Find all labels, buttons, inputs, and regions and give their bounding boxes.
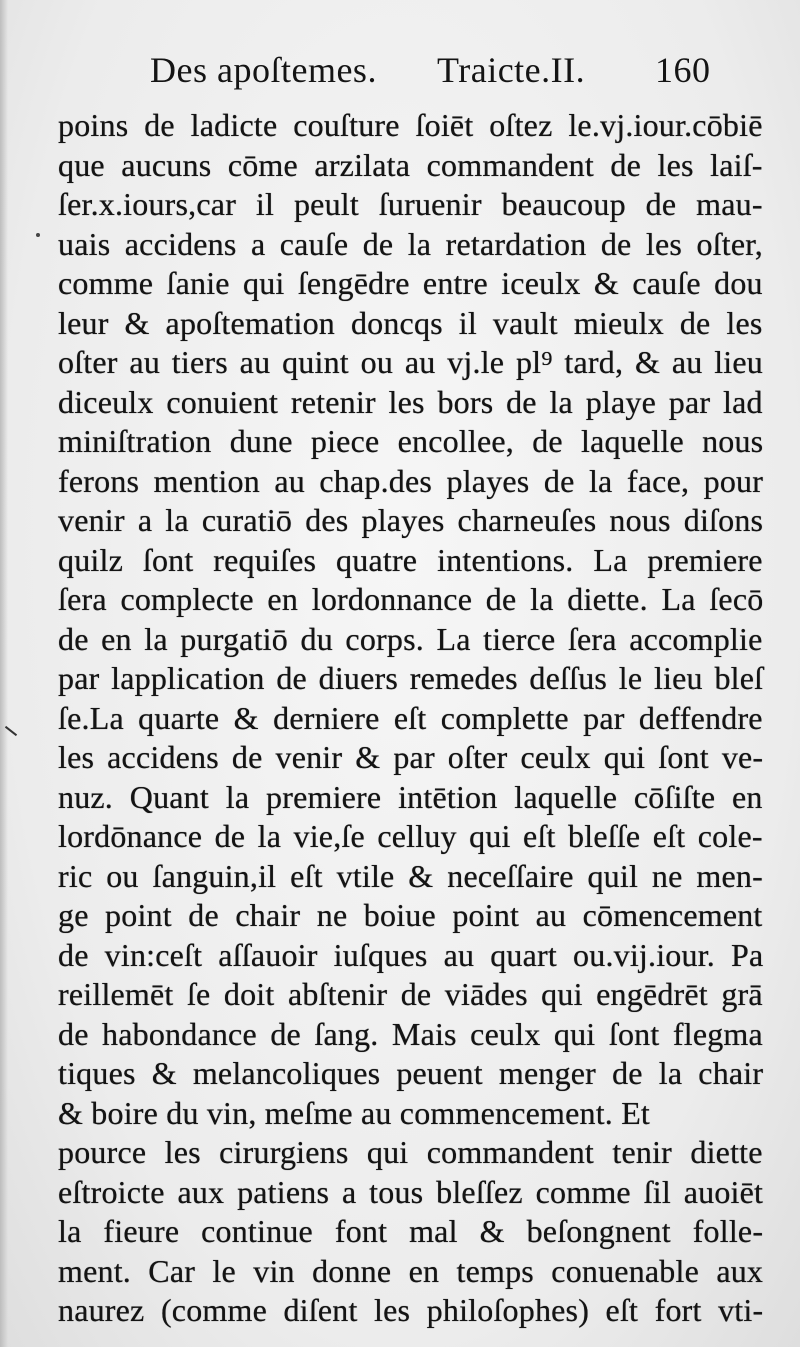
text-line: tiques & melancoliques peuent menger de la chair (58, 1055, 764, 1091)
running-header (0, 40, 800, 100)
text-line: que aucuns cōme arzilata commandent de les laiſ- (58, 146, 763, 183)
text-line: miniſtration dune piece encollee, de laquelle nous (58, 423, 764, 459)
text-line: ric ou ſanguin,il eſt vtile & neceſſaire quil ne men- (58, 857, 763, 894)
text-line: diceulx conuient retenir les bors de la playe par lad (58, 383, 763, 420)
text-line: ment. Car le vin donne en temps conuenable aux (58, 1252, 764, 1289)
text-line: de habondance de ſang. Mais ceulx qui ſont flegma (58, 1015, 763, 1052)
text-line: leur & apoſtemation doncqs il vault mieulx de les (58, 304, 763, 341)
text-line: ſer.x.iours,car il peult ſuruenir beaucoup de mau- (58, 186, 763, 222)
running-title: Des apoſtemes. (150, 50, 377, 90)
text-line: la fieure continue font mal & beſongnent folle- (58, 1213, 764, 1249)
text-line: de vin:ceſt aſſauoir iuſques au quart ou.vij.iour. Pa (58, 936, 764, 973)
text-line: comme ſanie qui ſengēdre entre iceulx & cauſe dou (58, 265, 763, 301)
page-edge-shadow (0, 0, 8, 1347)
text-line: eſtroicte aux patiens a tous bleſſez comme ſil auoiēt (58, 1173, 764, 1210)
text-line: poins de ladicte couſture ſoiēt oſtez le.vj.iour.cōbiē (58, 107, 763, 143)
page-number: 160 (655, 50, 711, 90)
text-line: quilz ſont requiſes quatre intentions. La premiere (58, 541, 763, 578)
margin-dot (36, 233, 40, 237)
text-line: reillemēt ſe doit abſtenir de viādes qui engēdrēt grā (58, 976, 763, 1012)
text-line: les accidens de venir & par oſter ceulx qui ſont ve- (58, 739, 764, 775)
text-line: ſera complecte en lordonnance de la diette. La ſecō (58, 581, 764, 617)
text-line: venir a la curatiō des playes charneuſes nous diſons (58, 502, 764, 538)
text-line: naurez (comme diſent les philoſophes) eſt fort vti- (58, 1292, 764, 1328)
treatise-label: Traicte.II. (437, 50, 586, 90)
text-line: & boire du vin, meſme au commencement. Et (58, 1094, 651, 1131)
text-line: pource les cirurgiens qui commandent tenir diette (58, 1134, 763, 1170)
text-line: uais accidens a cauſe de la retardation de les oſter, (58, 225, 764, 262)
body-text (58, 106, 768, 1331)
text-line: oſter au tiers au quint ou au vj.le pl⁹ tard, & au lieu (58, 344, 763, 380)
text-line: ferons mention au chap.des playes de la face, pour (58, 462, 764, 499)
text-line: par lapplication de diuers remedes deſſus le lieu bleſ (58, 660, 764, 696)
text-line: ſe.La quarte & derniere eſt complette par deffendre (58, 699, 763, 736)
text-line: ge point de chair ne boiue point au cōmencement (58, 897, 763, 933)
text-line: de en la purgatiō du corps. La tierce ſera accomplie (58, 620, 763, 657)
text-line: nuz. Quant la premiere intētion laquelle cōſiſte en (58, 778, 763, 815)
text-line: lordōnance de la vie,ſe celluy qui eſt bleſſe eſt cole- (58, 818, 763, 854)
